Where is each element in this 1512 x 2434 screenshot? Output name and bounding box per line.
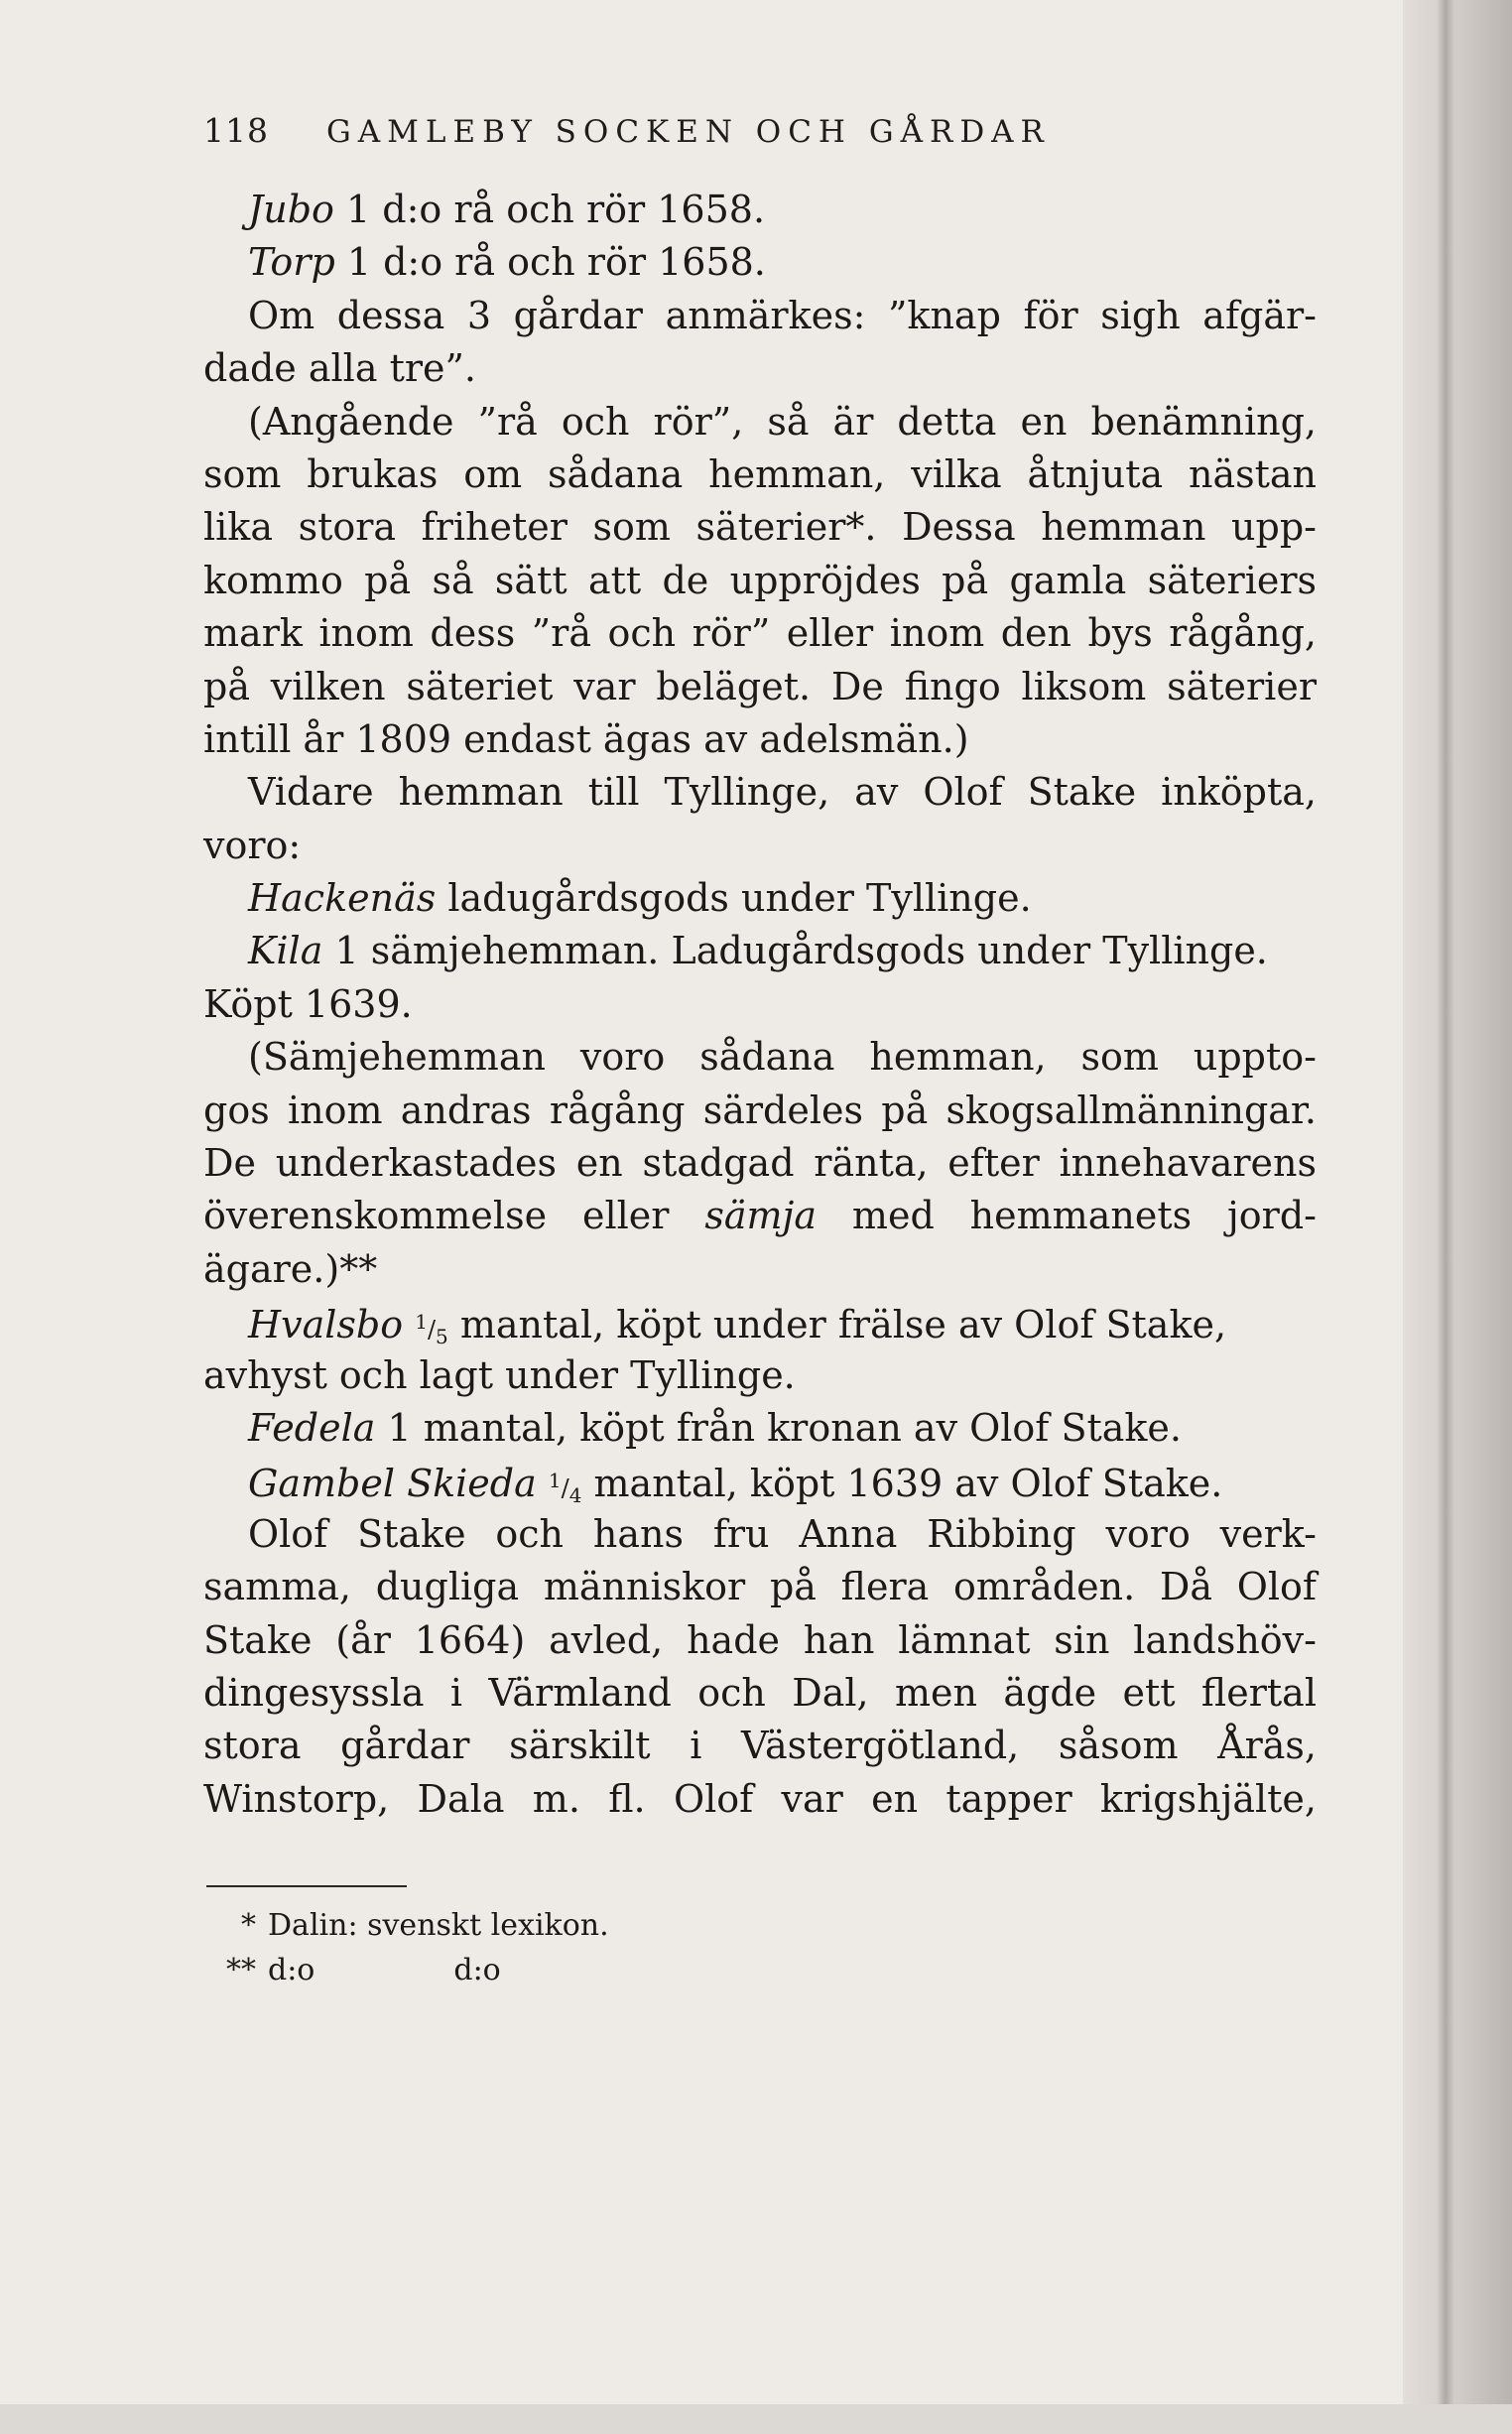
farm-name: Kila [248,929,323,973]
text-line: Om dessa 3 gårdar anmärkes: ”knap för sigh afgär- [248,293,1317,337]
text-line: Jubo 1 d:o rå och rör 1658. [248,188,766,231]
farm-name: Hackenäs [248,876,437,921]
farm-name: Hvalsbo [248,1303,404,1347]
fraction: $^1/_5$ [415,1310,448,1348]
text-line: Torp 1 d:o rå och rör 1658. [248,240,766,285]
page-edge [1403,0,1512,2434]
text-line: Fedela 1 mantal, köpt från kronan av Olof Stake. [248,1405,1182,1450]
footnote-text: d:o [268,1953,315,1987]
text-line: dade alla tre”. [203,346,476,391]
running-header [203,111,1051,150]
farm-name: Torp [248,240,335,285]
footnote [206,1948,609,1992]
text-line: intill år 1809 endast ägas av adelsmän.) [203,716,969,761]
text-line: De underkastades en stadgad ränta, efter innehavarens [203,1141,1317,1186]
footnote-text: d:o [453,1953,501,1987]
text-line: dingesyssla i Värmland och Dal, men ägde ett flertal [203,1670,1317,1715]
text-line: stora gårdar särskilt i Västergötland, såsom Årås, [203,1724,1317,1768]
text-line: avhyst och lagt under Tyllinge. [203,1352,796,1397]
text-line: överenskommelse eller sämja med hemmanets jord- [203,1194,1318,1238]
text-line: som brukas om sådana hemman, vilka åtnjuta nästan [203,451,1317,496]
running-title: GAMLEBY SOCKEN OCH GÅRDAR [326,114,1051,150]
body-text [203,184,1317,1826]
footnote-marker: ** [226,1953,256,1987]
footnote-text: Dalin: svenskt lexikon. [268,1908,609,1943]
footnotes [206,1903,609,1992]
farm-name: Jubo [248,188,334,231]
text-line: Stake (år 1664) avled, hade han lämnat sin landshöv- [203,1617,1317,1662]
text-line: Hackenäs ladugårdsgods under Tyllinge. [248,876,1032,921]
text-line: kommo på så sätt att de uppröjdes på gamla säteriers [203,558,1317,602]
text-line: samma, dugliga människor på flera områden. Då Olof [203,1565,1317,1609]
text-line: Winstorp, Dala m. fl. Olof var en tapper krigshjälte, [203,1776,1317,1821]
fraction: $^1/_4$ [548,1469,582,1508]
text-line: Olof Stake och hans fru Anna Ribbing voro verk- [248,1511,1317,1556]
footnote [206,1903,609,1948]
footnote-marker: * [241,1908,256,1943]
text-line: Vidare hemman till Tyllinge, av Olof Stake inköpta, [248,770,1317,815]
text-line: ägare.)** [203,1246,378,1291]
text-line: voro: [203,823,302,867]
text-line: Hvalsbo $^1/_5$ mantal, köpt under frälse av Olof Stake, [248,1303,1227,1348]
page-edge-shadow [1437,0,1454,2434]
text-line: Köpt 1639. [203,981,413,1026]
farm-name: Gambel Skieda [248,1462,537,1506]
text-line: på vilken säteriet var beläget. De fingo liksom säterier [203,664,1317,708]
text-line: Kila 1 sämjehemman. Ladugårdsgods under Tyllinge. [248,929,1268,973]
footnote-rule [206,1885,407,1887]
emphasis: sämja [704,1194,817,1238]
scan-bottom-strip [0,2404,1512,2434]
text-line: mark inom dess ”rå och rör” eller inom den bys rågång, [203,611,1317,656]
text-line: (Sämjehemman voro sådana hemman, som uppto- [248,1035,1317,1080]
page-number: 118 [203,111,269,150]
text-line: lika stora friheter som säterier*. Dessa hemman upp- [203,505,1317,550]
text-line: gos inom andras rågång särdeles på skogsallmänningar. [203,1088,1317,1132]
farm-name: Fedela [248,1405,376,1450]
text-line: (Angående ”rå och rör”, så är detta en benämning, [248,399,1317,444]
text-line: Gambel Skieda $^1/_4$ mantal, köpt 1639 av Olof Stake. [248,1462,1223,1508]
